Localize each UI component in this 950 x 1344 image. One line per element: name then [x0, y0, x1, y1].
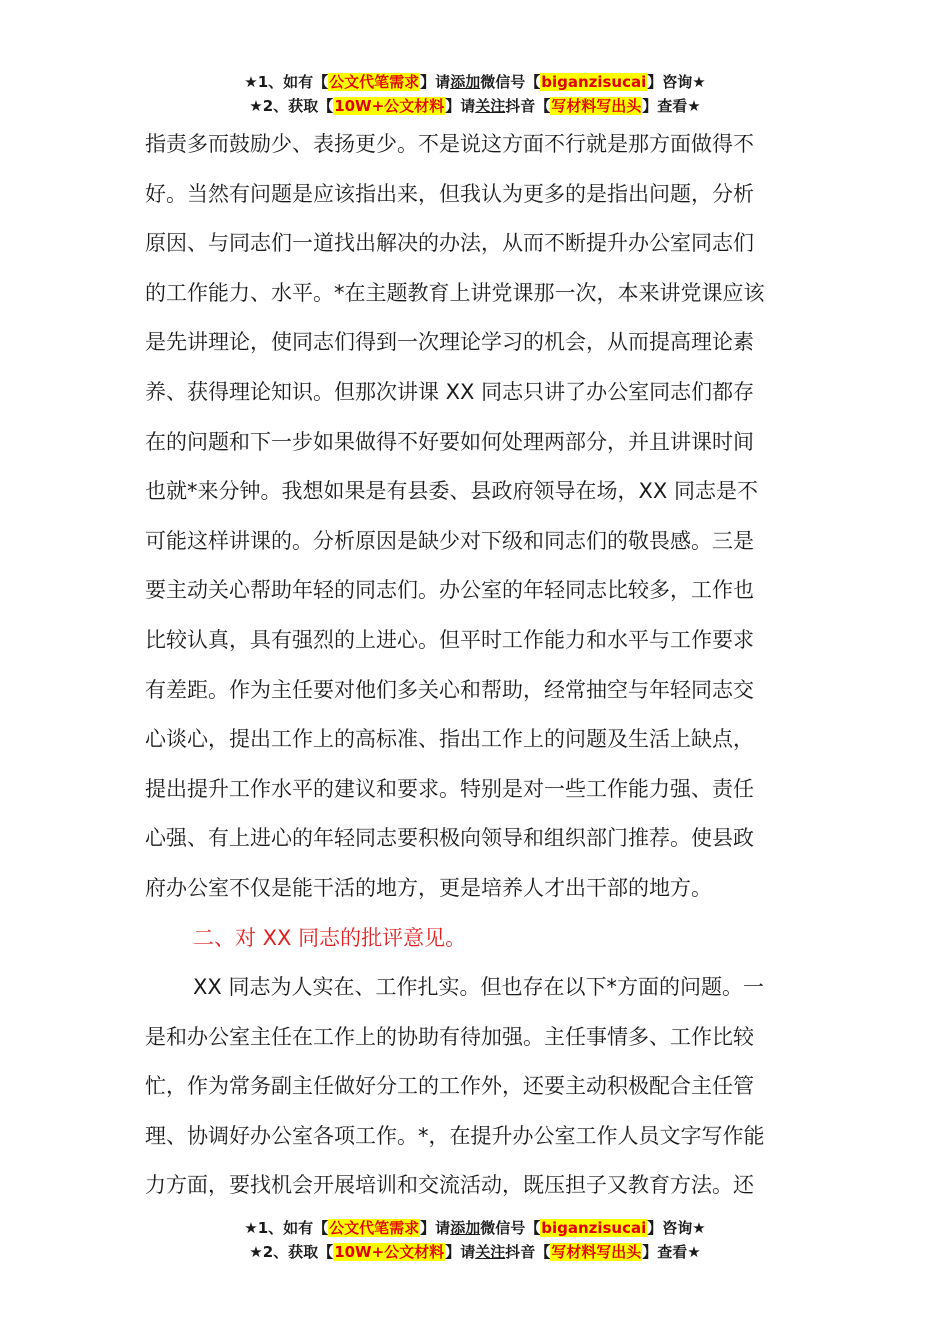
- banner-text: 】请: [420, 73, 451, 91]
- banner-highlight: biganzisucai: [541, 1219, 647, 1237]
- banner-text: 】咨询★: [647, 73, 706, 91]
- banner-highlight: 10W+公文材料: [334, 1243, 445, 1261]
- body-line: 忙，作为常务副主任做好分工的工作外，还要主动积极配合主任管: [145, 1074, 754, 1099]
- banner-text: 抖音【: [505, 97, 551, 115]
- body-line: 力方面，要找机会开展培训和交流活动，既压担子又教育方法。还: [145, 1173, 754, 1198]
- body-line: 在的问题和下一步如果做得不好要如何处理两部分，并且讲课时间: [145, 429, 754, 454]
- body-line: 心强、有上进心的年轻同志要积极向领导和组织部门推荐。使县政: [145, 826, 754, 851]
- body-line: 心谈心，提出工作上的高标准、指出工作上的问题及生活上缺点，: [145, 727, 754, 752]
- body-line: 是和办公室主任在工作上的协助有待加强。主任事情多、工作比较: [145, 1024, 754, 1049]
- body-line: 要主动关心帮助年轻的同志们。办公室的年轻同志比较多，工作也: [145, 578, 754, 603]
- banner-underline: 添加: [450, 73, 481, 91]
- body-line: XX 同志为人实在、工作扎实。但也存在以下*方面的问题。一: [193, 975, 764, 1000]
- banner-text: ★1、如有【: [244, 73, 329, 91]
- banner-highlight: biganzisucai: [541, 73, 647, 91]
- body-line: 提出提升工作水平的建议和要求。特别是对一些工作能力强、责任: [145, 776, 754, 801]
- banner-text: ★2、获取【: [249, 97, 334, 115]
- banner-text: 】请: [445, 1243, 476, 1261]
- banner-highlight: 写材料写出头: [551, 97, 642, 115]
- body-line: 好。当然有问题是应该指出来，但我认为更多的是指出问题，分析: [145, 181, 754, 206]
- banner-underline: 添加: [450, 1219, 481, 1237]
- body-line: 养、获得理论知识。但那次讲课 XX 同志只讲了办公室同志们都存: [145, 379, 755, 404]
- banner-line-1: [0, 70, 950, 94]
- banner-line-1: [0, 1216, 950, 1240]
- body-line: 指责多而鼓励少、表扬更少。不是说这方面不行就是那方面做得不: [145, 132, 754, 156]
- body-line: 是先讲理论，使同志们得到一次理论学习的机会，从而提高理论素: [145, 330, 754, 355]
- body-line: 也就*来分钟。我想如果是有县委、县政府领导在场，XX 同志是不: [145, 479, 758, 504]
- banner-text: 】咨询★: [647, 1219, 706, 1237]
- banner-text: 】请: [420, 1219, 451, 1237]
- body-line: 原因、与同志们一道找出解决的办法，从而不断提升办公室同志们: [145, 231, 754, 256]
- banner-highlight: 公文代笔需求: [329, 1219, 420, 1237]
- header-banner: [0, 70, 950, 118]
- body-line: 比较认真，具有强烈的上进心。但平时工作能力和水平与工作要求: [145, 627, 754, 652]
- banner-text: ★2、获取【: [249, 1243, 334, 1261]
- footer-banner: [0, 1216, 950, 1264]
- banner-highlight: 写材料写出头: [551, 1243, 642, 1261]
- banner-text: 】查看★: [642, 1243, 701, 1261]
- banner-text: 微信号【: [480, 1219, 541, 1237]
- body-line: 有差距。作为主任要对他们多关心和帮助，经常抽空与年轻同志交: [145, 677, 754, 702]
- banner-underline: 关注: [475, 97, 506, 115]
- banner-text: 微信号【: [480, 73, 541, 91]
- banner-text: 】查看★: [642, 97, 701, 115]
- body-line: 府办公室不仅是能干活的地方，更是培养人才出干部的地方。: [145, 875, 712, 900]
- banner-line-2: [0, 94, 950, 118]
- banner-underline: 关注: [475, 1243, 506, 1261]
- banner-text: 抖音【: [505, 1243, 551, 1261]
- banner-text: 】请: [445, 97, 476, 115]
- body-line: 的工作能力、水平。*在主题教育上讲党课那一次，本来讲党课应该: [145, 280, 765, 305]
- banner-highlight: 公文代笔需求: [329, 73, 420, 91]
- body-line: 理、协调好办公室各项工作。*，在提升办公室工作人员文字写作能: [145, 1123, 765, 1148]
- body-line: 可能这样讲课的。分析原因是缺少对下级和同志们的敬畏感。三是: [145, 528, 754, 553]
- banner-line-2: [0, 1240, 950, 1264]
- document-body: [145, 120, 810, 1211]
- banner-text: ★1、如有【: [244, 1219, 329, 1237]
- banner-highlight: 10W+公文材料: [334, 97, 445, 115]
- section-heading: 二、对 XX 同志的批评意见。: [193, 925, 467, 950]
